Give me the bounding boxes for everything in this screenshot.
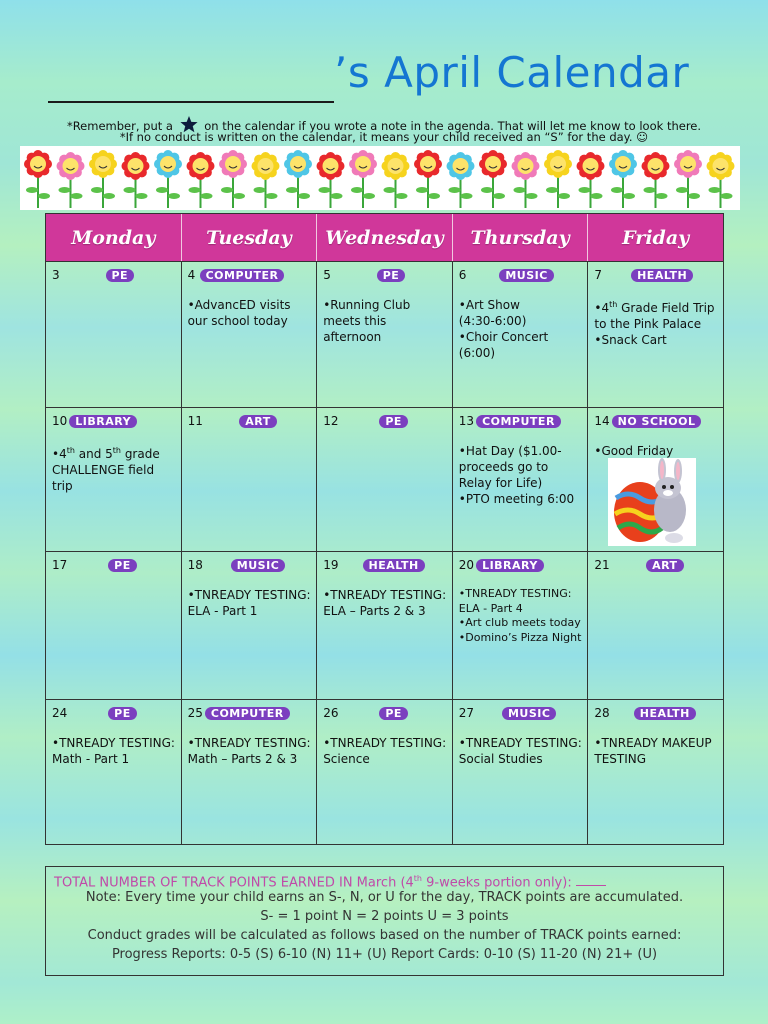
calendar-week xyxy=(46,699,723,844)
day-events: •4th and 5th grade CHALLENGE field trip xyxy=(52,446,160,493)
special-badge: NO SCHOOL xyxy=(612,415,702,428)
day-number: 24 xyxy=(52,706,68,720)
calendar-header-row xyxy=(46,214,723,261)
special-badge: MUSIC xyxy=(231,559,285,572)
day-events: •Good Friday xyxy=(594,444,674,458)
track-points-values: S- = 1 point N = 2 points U = 3 points xyxy=(260,909,509,924)
grade-scales: Progress Reports: 0-5 (S) 6-10 (N) 11+ (U) Report Cards: 0-10 (S) 11-20 (N) 21+ (U) xyxy=(111,947,658,962)
day-number: 11 xyxy=(187,414,203,428)
day-cell xyxy=(588,700,723,844)
day-cell xyxy=(588,408,723,551)
note-conduct: *If no conduct is written on the calendar, it means your child received an “S” for the day. ☺ xyxy=(119,130,649,144)
header-monday: Monday xyxy=(46,214,182,261)
day-number: 5 xyxy=(323,268,331,282)
conduct-grades-note: Conduct grades will be calculated as follows based on the number of TRACK points earned: xyxy=(87,928,682,943)
day-events: •TNREADY TESTING: Math - Part 1 xyxy=(52,736,175,766)
day-events: •TNREADY TESTING: Social Studies xyxy=(458,736,582,766)
day-number: 25 xyxy=(187,706,203,720)
day-events: •TNREADY TESTING: Science xyxy=(323,736,447,766)
day-number: 27 xyxy=(458,706,475,720)
day-number: 19 xyxy=(323,558,339,572)
special-badge: PE xyxy=(108,559,137,572)
day-cell xyxy=(317,408,453,551)
day-cell xyxy=(453,552,589,699)
day-cell xyxy=(182,408,318,551)
title-row xyxy=(48,48,738,108)
day-events: •Hat Day ($1.00-proceeds go to Relay for Life) •PTO meeting 6:00 xyxy=(458,444,575,506)
special-badge: PE xyxy=(379,415,408,428)
header-tuesday: Tuesday xyxy=(182,214,318,261)
day-cell xyxy=(317,262,453,407)
day-number: 26 xyxy=(323,706,339,720)
day-cell xyxy=(453,700,589,844)
day-cell xyxy=(453,408,589,551)
day-number: 17 xyxy=(52,558,68,572)
header-friday: Friday xyxy=(588,214,723,261)
day-number: 7 xyxy=(594,268,603,282)
note-line1-pre: *Remember, put a xyxy=(66,119,173,133)
day-cell xyxy=(182,262,318,407)
day-number: 18 xyxy=(187,558,203,572)
day-events: •Art Show (4:30-6:00) •Choir Concert (6:00) xyxy=(458,298,549,360)
day-events: •Running Club meets this afternoon xyxy=(323,298,411,344)
day-events: •TNREADY TESTING: ELA – Parts 2 & 3 xyxy=(323,588,447,618)
day-cell xyxy=(46,552,182,699)
day-events: •TNREADY TESTING: Math – Parts 2 & 3 xyxy=(187,736,311,766)
day-number: 20 xyxy=(458,558,475,572)
page-title: ’s April Calendar xyxy=(334,48,690,97)
day-events: •AdvancED visits our school today xyxy=(187,298,291,328)
day-events: •4th Grade Field Trip to the Pink Palace •Snack Cart xyxy=(594,300,715,347)
track-points-note: Note: Every time your child earns an S-, N, or U for the day, TRACK points are accumulated. xyxy=(85,890,684,905)
calendar-grid xyxy=(45,213,724,845)
note-line1-post: on the calendar if you wrote a note in the agenda. That will let me know to look there. xyxy=(204,119,702,133)
day-number: 13 xyxy=(458,414,475,428)
name-blank-line xyxy=(48,101,334,103)
special-badge: PE xyxy=(377,269,406,282)
track-points-box xyxy=(45,866,724,976)
day-number: 14 xyxy=(594,414,610,428)
special-badge: MUSIC xyxy=(502,707,556,720)
day-cell xyxy=(317,552,453,699)
special-badge: HEALTH xyxy=(631,269,693,282)
easter-bunny-icon xyxy=(608,458,696,546)
day-number: 12 xyxy=(323,414,339,428)
day-cell xyxy=(46,700,182,844)
special-badge: COMPUTER xyxy=(205,707,290,720)
special-badge: PE xyxy=(106,269,135,282)
special-badge: PE xyxy=(108,707,137,720)
special-badge: HEALTH xyxy=(634,707,696,720)
day-cell xyxy=(453,262,589,407)
total-blank-line xyxy=(576,885,606,886)
day-cell xyxy=(46,262,182,407)
special-badge: COMPUTER xyxy=(200,269,285,282)
day-number: 4 xyxy=(187,268,196,282)
day-cell xyxy=(46,408,182,551)
special-badge: COMPUTER xyxy=(476,415,561,428)
special-badge: LIBRARY xyxy=(476,559,544,572)
flower-border-image xyxy=(20,146,740,210)
day-number: 6 xyxy=(458,268,467,282)
day-number: 28 xyxy=(594,706,610,720)
day-cell xyxy=(182,700,318,844)
day-cell xyxy=(182,552,318,699)
day-number: 3 xyxy=(52,268,60,282)
calendar-week xyxy=(46,261,723,407)
special-badge: MUSIC xyxy=(499,269,553,282)
day-events: •TNREADY TESTING: ELA - Part 4 •Art club meets today •Domino’s Pizza Night xyxy=(458,587,582,644)
special-badge: ART xyxy=(239,415,277,428)
day-events: •TNREADY MAKEUP TESTING xyxy=(594,736,712,766)
flowers-icon xyxy=(20,146,740,210)
day-cell xyxy=(317,700,453,844)
special-badge: HEALTH xyxy=(363,559,425,572)
header-wednesday: Wednesday xyxy=(317,214,453,261)
special-badge: LIBRARY xyxy=(69,415,137,428)
special-badge: ART xyxy=(646,559,684,572)
day-number: 21 xyxy=(594,558,610,572)
header-thursday: Thursday xyxy=(453,214,589,261)
day-cell xyxy=(588,262,723,407)
calendar-week xyxy=(46,407,723,551)
calendar-week xyxy=(46,551,723,699)
special-badge: PE xyxy=(379,707,408,720)
day-cell xyxy=(588,552,723,699)
day-number: 10 xyxy=(52,414,68,428)
track-points-total: TOTAL NUMBER OF TRACK POINTS EARNED IN March (4th 9-weeks portion only): xyxy=(46,869,723,888)
day-events: •TNREADY TESTING: ELA - Part 1 xyxy=(187,588,311,618)
